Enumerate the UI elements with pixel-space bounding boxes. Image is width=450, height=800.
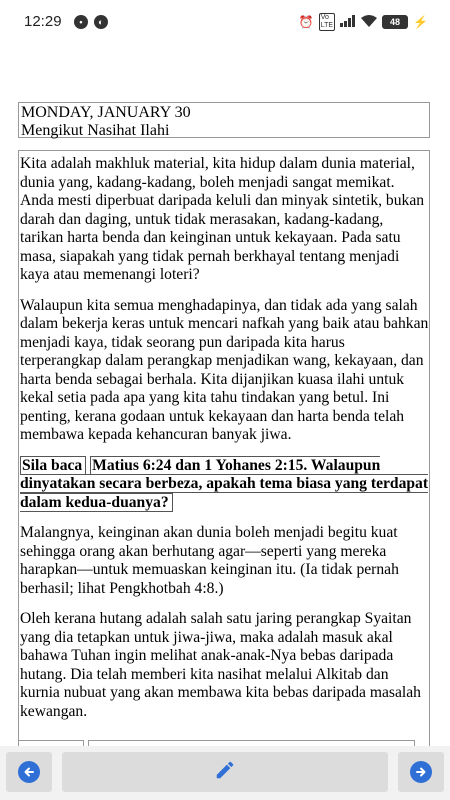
notification-icon-2: ◐: [94, 15, 108, 29]
wifi-icon: [361, 15, 377, 30]
pencil-icon: [214, 759, 236, 786]
status-bar: [0, 0, 450, 46]
edit-button[interactable]: [62, 752, 388, 792]
reading-header: [18, 102, 430, 138]
battery-icon: 48: [382, 15, 408, 29]
reading-date: MONDAY, JANUARY 30: [21, 104, 191, 121]
read-prefix: Sila baca: [20, 456, 86, 475]
reading-body: [18, 150, 430, 746]
paragraph: Kita adalah makhluk material, kita hidup dalam dunia material, dunia yang, kadang-kadang, boleh menjadi sangat memikat. Anda mesti diperbuat daripada keluli dan minyak sintetik, bukan darah dan daging, untuk tidak merasakan, kadang-kadang, tarikan harta benda dan keinginan untuk kekayaan. Pada satu masa, siapakah yang tidak pernah berkhayal tentang menjadi kaya atau memenangi loteri?: [20, 155, 425, 283]
read-prompt: [20, 457, 429, 513]
bottom-toolbar: [0, 746, 450, 800]
reading-title: Mengikut Nasihat Ilahi: [21, 122, 170, 139]
arrow-right-icon: [410, 761, 432, 783]
alarm-icon: ⏰: [298, 15, 314, 29]
notification-icon: •: [74, 15, 88, 29]
next-button[interactable]: [398, 752, 444, 792]
arrow-left-icon: [18, 761, 40, 783]
signal-icon: [340, 15, 356, 30]
read-question: Matius 6:24 dan 1 Yohanes 2:15. Walaupun dinyatakan secara berbeza, apakah tema biasa yang terdapat dalam kedua-duanya?: [20, 456, 429, 511]
previous-button[interactable]: [6, 752, 52, 792]
paragraph: Walaupun kita semua menghadapinya, dan tidak ada yang salah dalam bekerja keras untuk mencari nafkah yang baik atau bahkan menjadi kaya, tidak seorang pun daripada kita harus terperangkap dalam perangkap menjadikan wang, kekayaan, dan harta benda sebagai berhala. Kita dijanjikan kuasa ilahi untuk kekal setia pada apa yang kita tahu tindakan yang betul. Ini penting, kerana godaan untuk kekayaan dan harta benda telah membawa kepada kehancuran banyak jiwa.: [20, 296, 429, 443]
paragraph: Oleh kerana hutang adalah salah satu jaring perangkap Syaitan yang dia tetapkan untuk jiwa-jiwa, maka adalah masuk akal bahawa Tuhan ingin melihat anak-anak-Nya bebas daripada hutang. Dia telah memberi kita nasihat melalui Alkitab dan kurnia nubuat yang akan membawa kita bebas daripada masalah kewangan.: [20, 610, 421, 720]
clock: 12:29: [24, 13, 62, 30]
paragraph: Malangnya, keinginan akan dunia boleh menjadi begitu kuat sehingga orang akan berhutang agar—seperti yang mereka harapkan—untuk memuaskan keinginan itu. (Ia tidak pernah berhasil; lihat Pengkhotbah 4:8.): [20, 524, 399, 597]
volte-icon: Vo LTE: [320, 14, 334, 29]
charging-icon: ⚡: [413, 15, 428, 29]
reading-content[interactable]: [0, 46, 450, 746]
